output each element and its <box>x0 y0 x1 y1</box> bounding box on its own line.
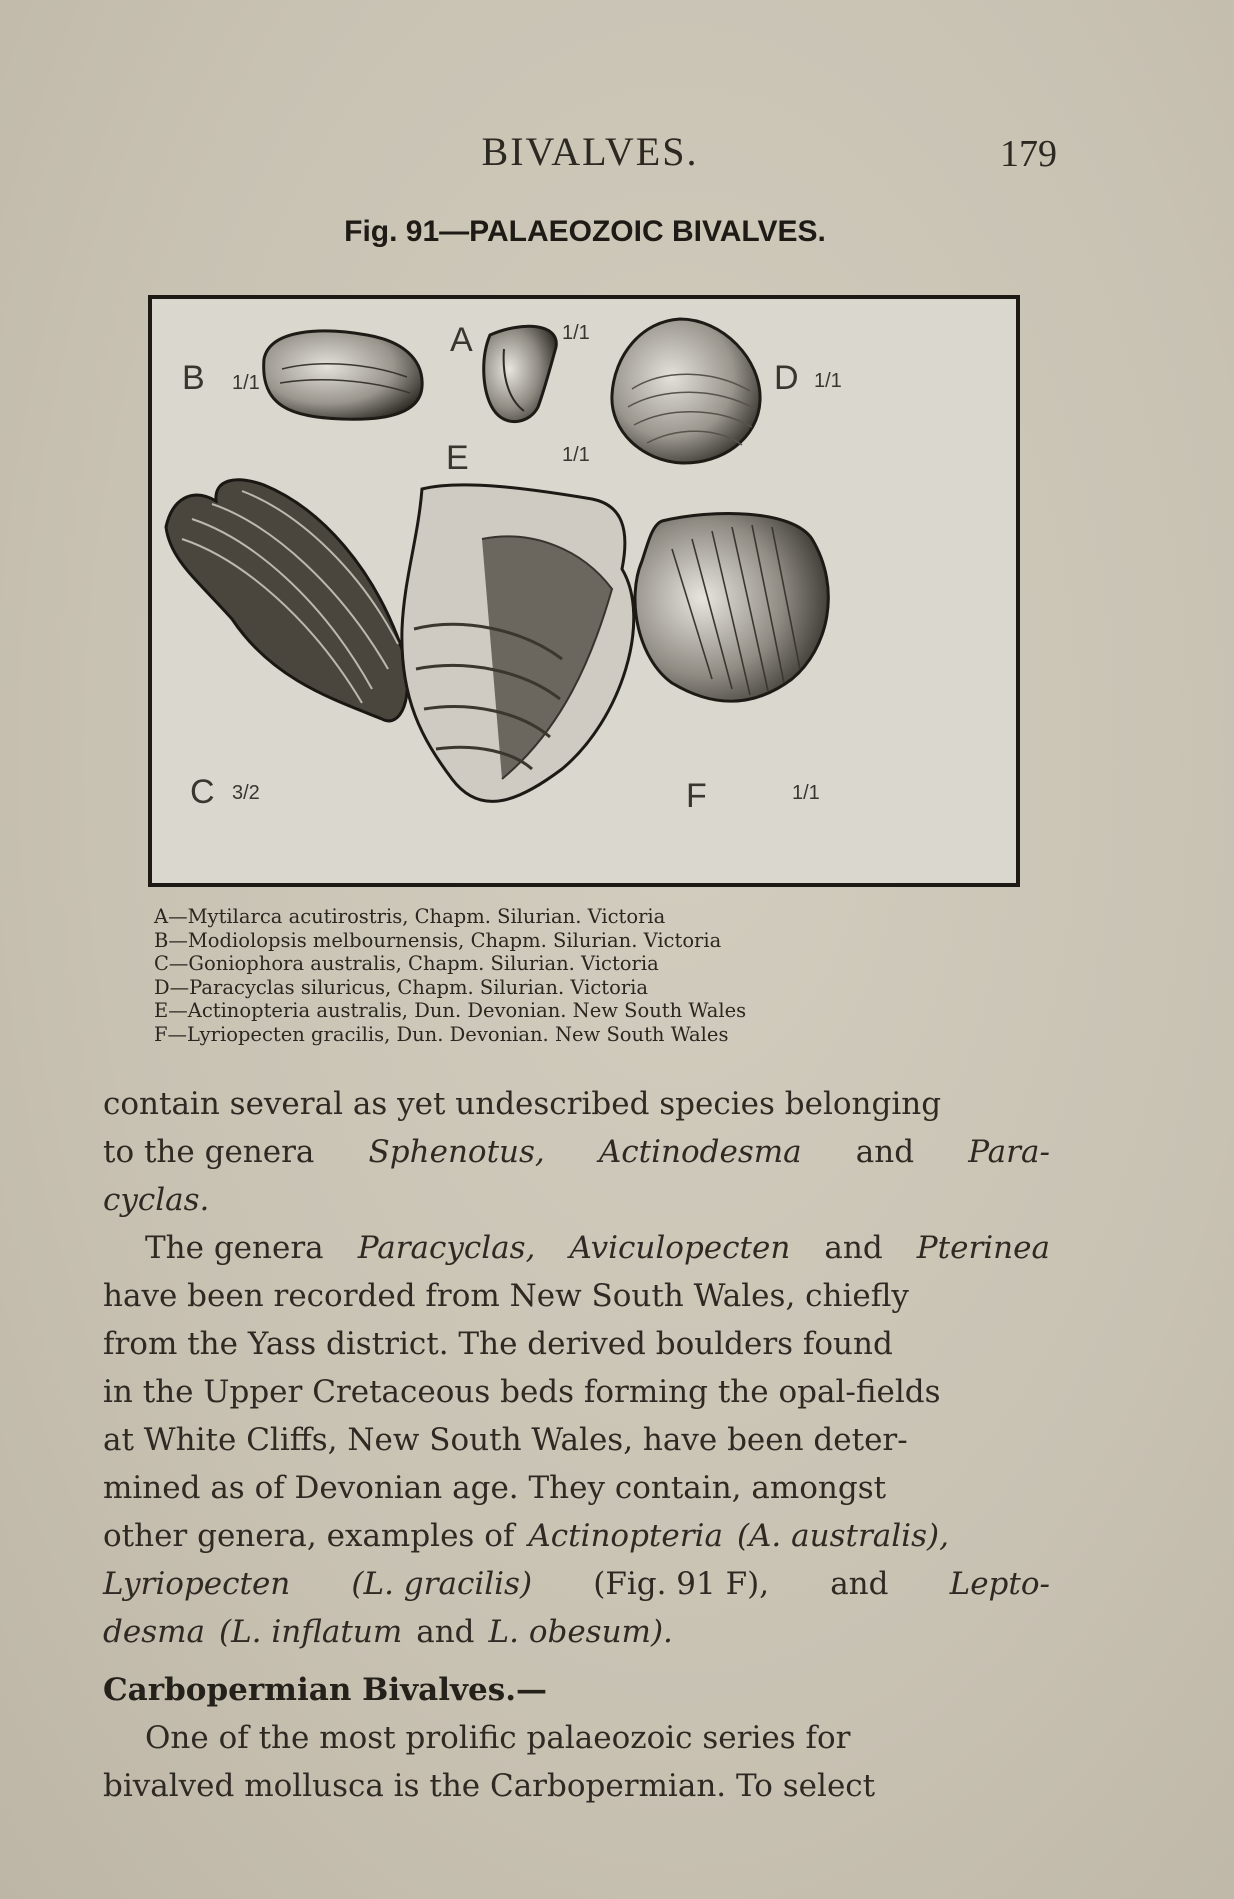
text-span: in the Upper Cretaceous beds forming the opal-fields <box>103 1374 941 1410</box>
italic-species: (L. inflatum <box>218 1614 403 1650</box>
section-heading: Carbopermian Bivalves.— <box>103 1672 548 1708</box>
text-span: The genera <box>145 1230 324 1266</box>
text-span: to the genera <box>103 1134 315 1170</box>
italic-genus: Lyriopecten <box>103 1566 291 1602</box>
text-line <box>103 1512 1050 1560</box>
body-text <box>103 1080 1050 1810</box>
shell-d-letter: D <box>774 359 799 397</box>
text-line <box>103 1080 1050 1128</box>
text-line <box>103 1128 1050 1176</box>
shell-f <box>635 514 828 702</box>
italic-species: (A. australis), <box>736 1518 949 1554</box>
shell-c-letter: C <box>190 773 215 811</box>
text-span: and <box>824 1230 883 1266</box>
italic-genus: Para- <box>968 1134 1050 1170</box>
text-span: One of the most prolific palaeozoic series for <box>145 1720 851 1756</box>
shell-f-scale: 1/1 <box>792 782 820 804</box>
text-span: mined as of Devonian age. They contain, amongst <box>103 1470 887 1506</box>
shell-e-scale: 1/1 <box>562 444 590 466</box>
text-line <box>103 1464 1050 1512</box>
shell-b-scale: 1/1 <box>232 372 260 394</box>
text-line <box>103 1320 1050 1368</box>
shell-e-letter: E <box>446 439 469 477</box>
text-line <box>103 1608 1050 1656</box>
italic-genus: cyclas. <box>103 1182 210 1218</box>
shell-f-letter: F <box>686 777 707 815</box>
italic-genus: Aviculopecten <box>569 1230 791 1266</box>
shell-c-scale: 3/2 <box>232 782 260 804</box>
text-line <box>103 1416 1050 1464</box>
text-line <box>103 1762 1050 1810</box>
shell-a-letter: A <box>450 321 473 359</box>
text-span: and <box>416 1614 475 1650</box>
italic-genus: Lepto- <box>949 1566 1050 1602</box>
caption-line: B—Modiolopsis melbournensis, Chapm. Silurian. Victoria <box>154 928 722 952</box>
italic-species: L. obesum). <box>488 1614 673 1650</box>
text-span: and <box>830 1566 889 1602</box>
italic-genus: desma <box>103 1614 205 1650</box>
shell-b-letter: B <box>182 359 205 397</box>
page-number: 179 <box>1000 133 1057 175</box>
text-line <box>103 1714 1050 1762</box>
caption-line: F—Lyriopecten gracilis, Dun. Devonian. New South Wales <box>154 1022 729 1046</box>
italic-species: (L. gracilis) <box>351 1566 533 1602</box>
caption-line: D—Paracyclas siluricus, Chapm. Silurian. Victoria <box>154 975 649 999</box>
shell-a-scale: 1/1 <box>562 322 590 344</box>
bivalve-illustration <box>148 295 1020 887</box>
text-span: at White Cliffs, New South Wales, have been deter- <box>103 1422 908 1458</box>
text-line <box>103 1224 1050 1272</box>
caption-line: C—Goniophora australis, Chapm. Silurian. Victoria <box>154 952 659 975</box>
text-span: bivalved mollusca is the Carbopermian. To select <box>103 1768 876 1804</box>
text-line <box>103 1560 1050 1608</box>
caption-line: E—Actinopteria australis, Dun. Devonian. New South Wales <box>154 999 747 1022</box>
text-span: and <box>855 1134 915 1170</box>
text-span: other genera, examples of <box>103 1518 515 1554</box>
caption-line: A—Mytilarca acutirostris, Chapm. Silurian. Victoria <box>154 905 666 928</box>
italic-genus: Paracyclas, <box>357 1230 536 1266</box>
figure-reference: (Fig. 91 F), <box>593 1566 770 1602</box>
italic-genus: Pterinea <box>916 1230 1050 1266</box>
figure-caption <box>154 905 1014 1046</box>
text-span: have been recorded from New South Wales, chiefly <box>103 1278 909 1314</box>
text-span: contain several as yet undescribed species belonging <box>103 1086 942 1122</box>
shell-d-scale: 1/1 <box>814 370 842 392</box>
text-span: from the Yass district. The derived boulders found <box>103 1326 893 1362</box>
text-line <box>103 1368 1050 1416</box>
shell-b <box>264 331 422 419</box>
text-line <box>103 1176 1050 1224</box>
italic-genus: Actinodesma <box>598 1134 802 1170</box>
italic-genus: Sphenotus, <box>368 1134 545 1170</box>
running-title: BIVALVES. <box>481 129 699 174</box>
text-line <box>103 1272 1050 1320</box>
italic-genus: Actinopteria <box>528 1518 723 1554</box>
figure-title: Fig. 91—PALAEOZOIC BIVALVES. <box>344 215 826 248</box>
